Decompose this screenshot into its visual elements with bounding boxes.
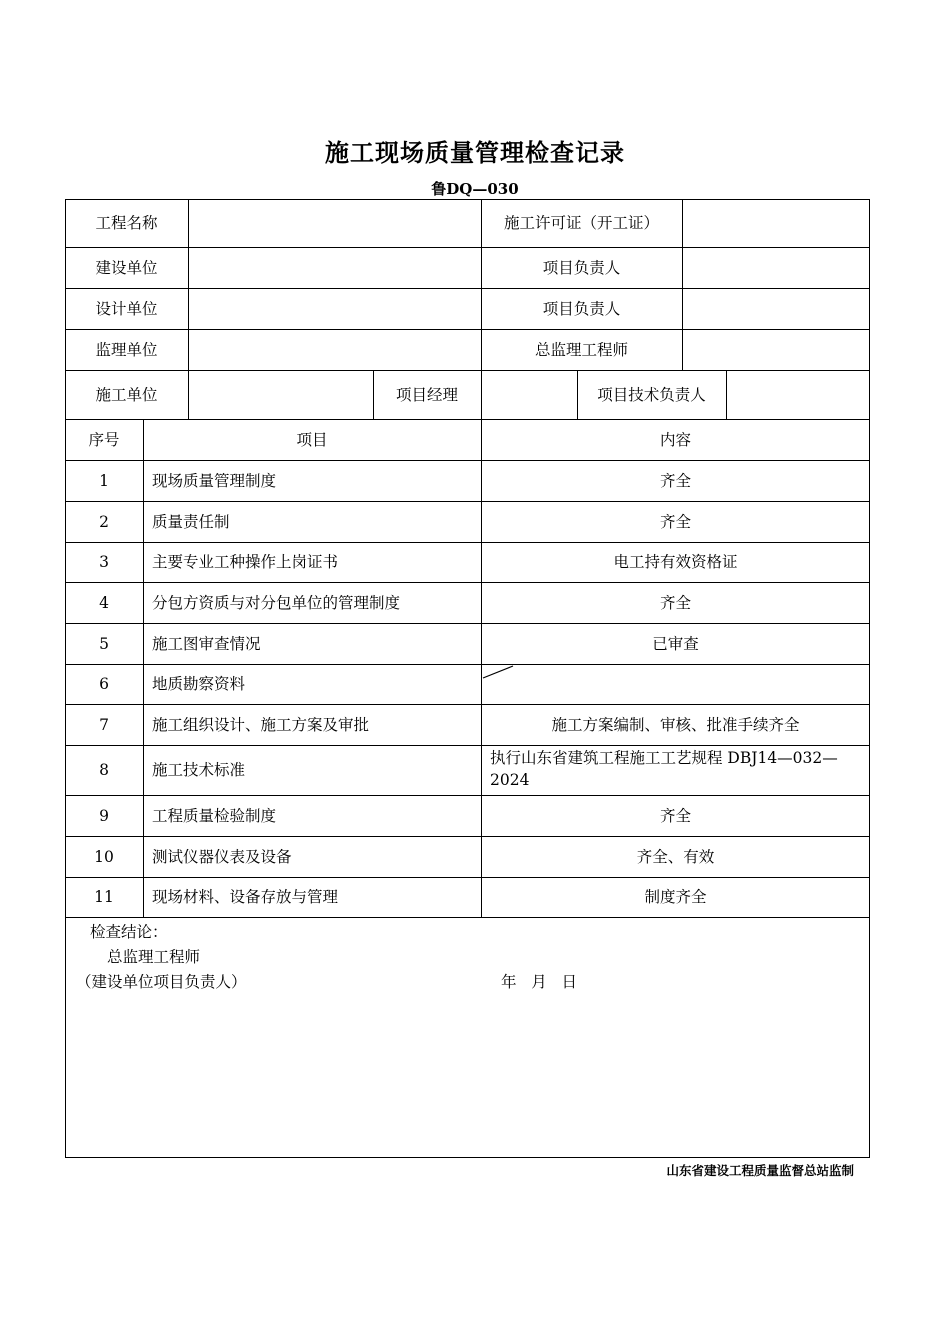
conclusion-date: 年 月 日 bbox=[501, 973, 578, 991]
document-title: 施工现场质量管理检查记录 bbox=[325, 139, 625, 167]
owner-manager-label: 项目负责人 bbox=[542, 258, 621, 277]
design-manager-label: 项目负责人 bbox=[542, 299, 621, 318]
row-item: 主要专业工种操作上岗证书 bbox=[152, 553, 339, 571]
row-content: 执行山东省建筑工程施工工艺规程 DBJ14—032—2024 bbox=[490, 749, 838, 789]
col-header-item: 项目 bbox=[296, 430, 328, 449]
row-no: 2 bbox=[99, 512, 109, 531]
project-name-label: 工程名称 bbox=[95, 214, 158, 232]
row-no: 8 bbox=[99, 761, 109, 779]
row-no: 9 bbox=[99, 806, 109, 825]
row-item: 施工技术标准 bbox=[152, 761, 246, 779]
form-code: 鲁DQ—030 bbox=[431, 180, 519, 198]
design-label: 设计单位 bbox=[95, 299, 158, 318]
row-item: 现场材料、设备存放与管理 bbox=[152, 888, 339, 906]
slash-mark-icon bbox=[481, 664, 515, 680]
row-content: 齐全 bbox=[659, 471, 691, 490]
row-no: 11 bbox=[94, 888, 114, 906]
row-no: 5 bbox=[99, 634, 109, 653]
row-no: 6 bbox=[99, 675, 109, 693]
row-item: 施工组织设计、施工方案及审批 bbox=[152, 715, 370, 734]
row-item: 工程质量检验制度 bbox=[152, 806, 277, 825]
col-header-no: 序号 bbox=[88, 430, 120, 449]
row-no: 10 bbox=[94, 847, 114, 866]
supervision-label: 监理单位 bbox=[95, 340, 158, 359]
row-content: 齐全、有效 bbox=[636, 847, 715, 866]
technical-manager-label: 项目技术负责人 bbox=[597, 385, 706, 404]
row-no: 3 bbox=[99, 553, 109, 571]
row-no: 7 bbox=[99, 715, 109, 734]
row-content: 制度齐全 bbox=[644, 888, 707, 906]
conclusion-label: 检查结论： bbox=[90, 923, 168, 941]
project-manager-label: 项目经理 bbox=[395, 385, 458, 404]
conclusion-signer-alt: （建设单位项目负责人） bbox=[76, 973, 247, 991]
row-content: 电工持有效资格证 bbox=[613, 553, 738, 571]
permit-label: 施工许可证（开工证） bbox=[503, 214, 659, 232]
owner-label: 建设单位 bbox=[95, 258, 158, 277]
contractor-label: 施工单位 bbox=[95, 385, 158, 404]
row-no: 4 bbox=[99, 593, 109, 612]
row-item: 施工图审查情况 bbox=[152, 634, 261, 653]
conclusion-signer: 总监理工程师 bbox=[107, 948, 201, 966]
row-item: 地质勘察资料 bbox=[152, 675, 246, 693]
row-content: 齐全 bbox=[659, 806, 691, 825]
row-content: 齐全 bbox=[659, 512, 691, 531]
row-item: 质量责任制 bbox=[152, 512, 230, 531]
row-item: 现场质量管理制度 bbox=[152, 471, 277, 490]
chief-supervisor-label: 总监理工程师 bbox=[534, 340, 628, 359]
row-content: 已审查 bbox=[652, 634, 699, 653]
row-item: 分包方资质与对分包单位的管理制度 bbox=[152, 593, 401, 612]
row-content: 齐全 bbox=[659, 593, 691, 612]
row-no: 1 bbox=[99, 471, 109, 490]
issuer-footer: 山东省建设工程质量监督总站监制 bbox=[666, 1163, 854, 1178]
row-content-slash-mark bbox=[481, 664, 870, 704]
row-content: 施工方案编制、审核、批准手续齐全 bbox=[551, 715, 800, 734]
row-item: 测试仪器仪表及设备 bbox=[152, 847, 292, 866]
col-header-content: 内容 bbox=[659, 430, 691, 449]
inspection-form bbox=[65, 199, 870, 1158]
